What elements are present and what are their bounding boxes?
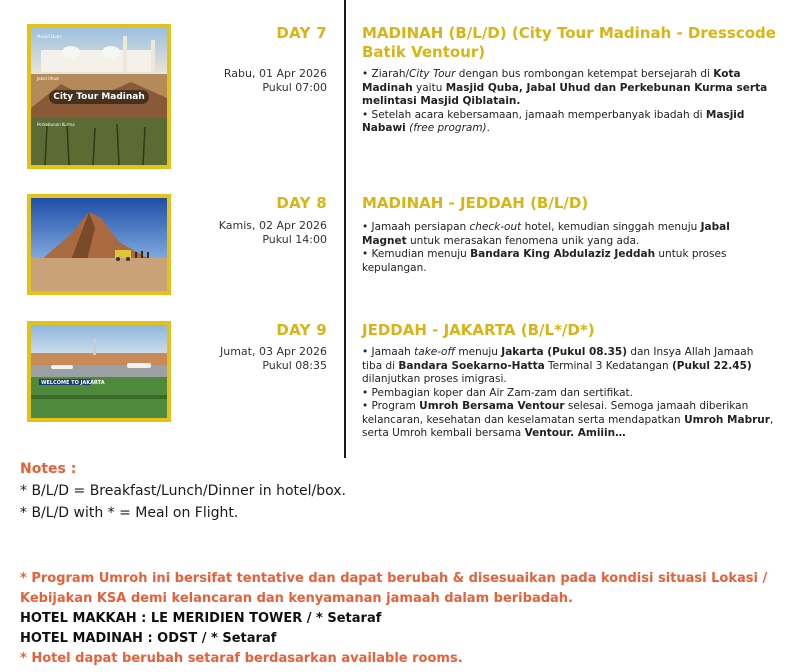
day7-date: Rabu, 01 Apr 2026 xyxy=(223,67,327,80)
day9-thumb-caption: WELCOME TO JAKARTA xyxy=(41,380,105,386)
hotel-makkah: HOTEL MAKKAH : LE MERIDIEN TOWER / * Setaraf xyxy=(20,611,382,626)
day7-datetime xyxy=(224,67,327,95)
day9-label: DAY 9 xyxy=(276,321,327,339)
day7-thumb-sub3: Perkebunan Kurma xyxy=(37,122,75,127)
day9-date: Jumat, 03 Apr 2026 xyxy=(220,345,327,358)
day7-time: Pukul 07:00 xyxy=(262,81,327,94)
tentative-disclaimer: * Program Umroh ini bersifat tentative dan dapat berubah & disesuaikan pada kondisi situasi Lokasi / Kebijakan KSA demi kelancaran dan kenyamanan jamaah dalam beribadah. xyxy=(20,571,768,606)
day8-time: Pukul 14:00 xyxy=(262,233,327,246)
day8-label: DAY 8 xyxy=(276,194,327,212)
day7-thumb-caption: City Tour Madinah xyxy=(53,92,145,102)
day8-date: Kamis, 02 Apr 2026 xyxy=(218,219,327,232)
hotel-madinah: HOTEL MADINAH : ODST / * Setaraf xyxy=(20,631,277,646)
day8-description: • Jamaah persiapan check-out hotel, kemudian singgah menuju Jabal Magnet untuk merasakan fenomena unik yang ada. • Kemudian menuju Bandara King Abdulaziz Jeddah untuk proses kepulangan. xyxy=(362,221,730,274)
note-line-2: * B/L/D with * = Meal on Flight. xyxy=(20,505,239,521)
day7-description: • Ziarah/City Tour dengan bus rombongan ketempat bersejarah di Kota Madinah yaitu Masjid Quba, Jabal Uhud dan Perkebunan Kurma serta melintasi Masjid Qiblatain. • Setelah acara kebersamaan, jamaah memperbanyak ibadah di Masjid Nabawi (free program). xyxy=(362,68,768,134)
day8-thumbnail xyxy=(27,194,171,295)
hotel-note: * Hotel dapat berubah setaraf berdasarkan available rooms. xyxy=(20,651,463,666)
day9-datetime xyxy=(220,345,327,373)
day9-title: JEDDAH - JAKARTA (B/L*/D*) xyxy=(362,321,595,339)
timeline-divider xyxy=(344,0,346,458)
day7-thumb-sub1: Masjid Quba xyxy=(37,34,62,39)
note-line-1: * B/L/D = Breakfast/Lunch/Dinner in hotel/box. xyxy=(20,483,346,499)
day9-thumbnail xyxy=(27,321,171,422)
day8-datetime xyxy=(219,219,327,247)
day9-time: Pukul 08:35 xyxy=(262,359,327,372)
day9-description: • Jamaah take-off menuju Jakarta (Pukul 08.35) dan Insya Allah Jamaah tiba di Bandara Soekarno-Hatta Terminal 3 Kedatangan (Pukul 22.45) dilanjutkan proses imigrasi. • Pembagian koper dan Air Zam-zam dan sertifikat. • Program Umroh Bersama Ventour selesai. Semoga jamaah diberikan kelancaran, kesehatan dan keselamatan serta mendapatkan Umroh Mabrur, serta Umroh kembali bersama Ventour. Amiiin… xyxy=(362,346,774,439)
day7-title: MADINAH (B/L/D) (City Tour Madinah - Dresscode Batik Ventour) xyxy=(362,24,776,61)
day7-thumbnail xyxy=(27,24,171,169)
day7-thumb-sub2: Jabal Uhud xyxy=(37,76,59,81)
day7-label: DAY 7 xyxy=(276,24,327,42)
day8-title: MADINAH - JEDDAH (B/L/D) xyxy=(362,194,589,212)
notes-heading: Notes : xyxy=(20,461,77,477)
